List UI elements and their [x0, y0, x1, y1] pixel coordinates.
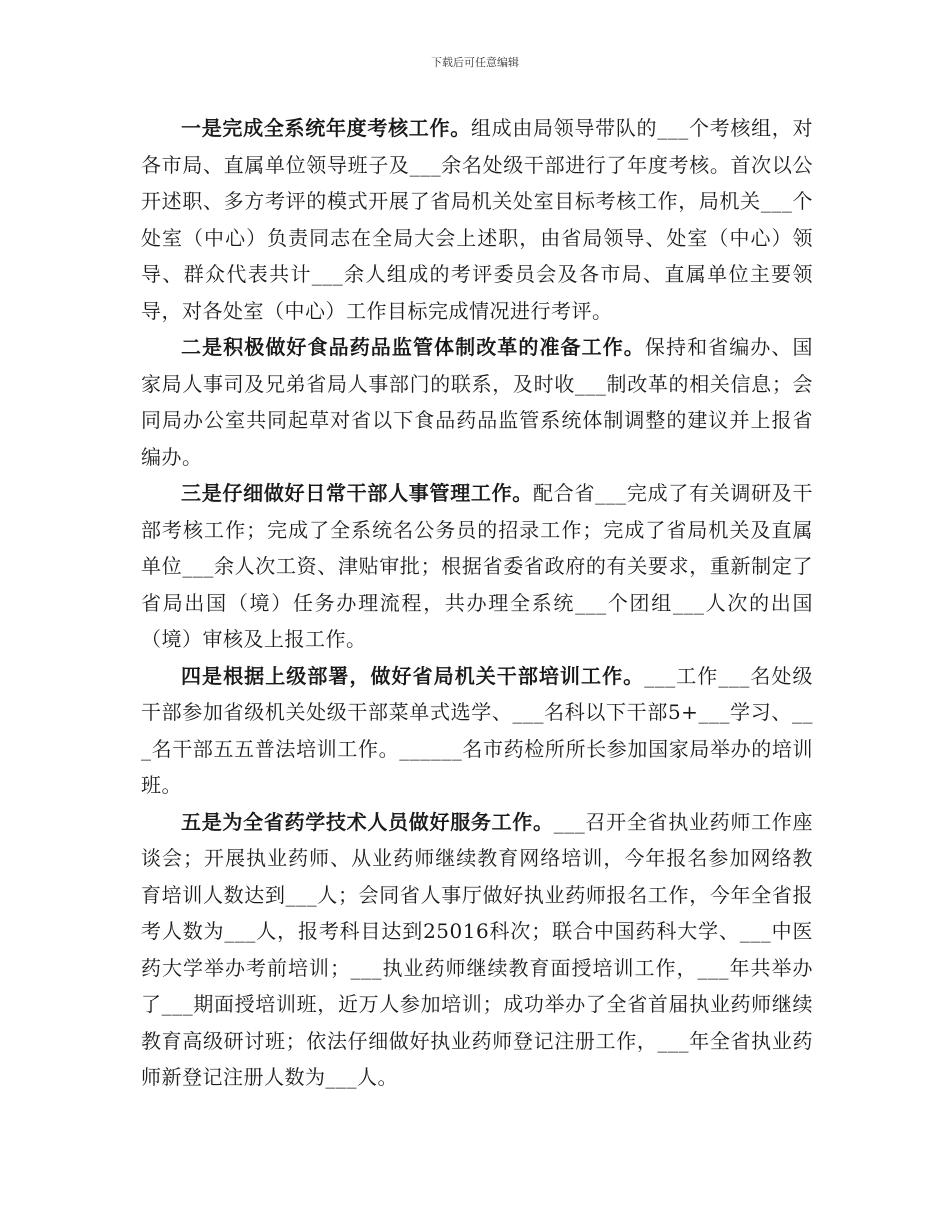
paragraph-1 — [141, 110, 813, 329]
paragraph-1-lead: 一是完成全系统年度考核工作。 — [181, 116, 471, 140]
paragraph-1-body: 组成由局领导带队的___个考核组，对各市局、直属单位领导班子及___余名处级干部进行了年度考核。首次以公开述职、多方考评的模式开展了省局机关处室目标考核工作，局机关___个处室（中心）负责同志在全局大会上述职，由省局领导、处室（中心）领导、群众代表共计___余人组成的考评委员会及各市局、直属单位主要领导，对各处室（中心）工作目标完成情况进行考评。 — [141, 116, 814, 323]
paragraph-3-lead: 三是仔细做好日常干部人事管理工作。 — [181, 481, 534, 505]
page-header: 下载后可任意编辑 — [431, 56, 519, 69]
paragraph-3 — [141, 475, 813, 658]
paragraph-2-lead: 二是积极做好食品药品监管体制改革的准备工作。 — [181, 335, 645, 359]
paragraph-5 — [141, 804, 813, 1096]
paragraph-5-body: ___召开全省执业药师工作座谈会；开展执业药师、从业药师继续教育网络培训，今年报名参加网络教育培训人数达到___人；会同省人事厅做好执业药师报名工作，今年全省报考人数为___人，报考科目达到25016科次；联合中国药科大学、___中医药大学举办考前培训；___执业药师继续教育面授培训工作，___年共举办了___期面授培训班，近万人参加培训；成功举办了全省首届执业药师继续教育高级研讨班；依法仔细做好执业药师登记注册工作，___年全省执业药师新登记注册人数为___人。 — [141, 809, 814, 1089]
paragraph-2 — [141, 329, 813, 475]
paragraph-4-lead: 四是根据上级部署，做好省局机关干部培训工作。 — [181, 663, 645, 688]
paragraph-4-body: ___工作___名处级干部参加省级机关处级干部菜单式选学、___名科以下干部5+___学习、___名干部五五普法培训工作。______名市药检所所长参加国家局举办的培训班。 — [141, 663, 814, 797]
paragraph-2-body: 保持和省编办、国家局人事司及兄弟省局人事部门的联系，及时收___制改革的相关信息；会同局办公室共同起草对省以下食品药品监管系统体制调整的建议并上报省编办。 — [141, 335, 814, 469]
paragraph-3-body: 配合省___完成了有关调研及干部考核工作；完成了全系统名公务员的招录工作；完成了省局机关及直属单位___余人次工资、津贴审批；根据省委省政府的有关要求，重新制定了省局出国（境）任务办理流程，共办理全系统___个团组___人次的出国（境）审核及上报工作。 — [141, 481, 814, 651]
document-body — [141, 110, 813, 1096]
paragraph-5-lead: 五是为全省药学技术人员做好服务工作。 — [181, 809, 554, 834]
paragraph-4 — [141, 658, 813, 804]
